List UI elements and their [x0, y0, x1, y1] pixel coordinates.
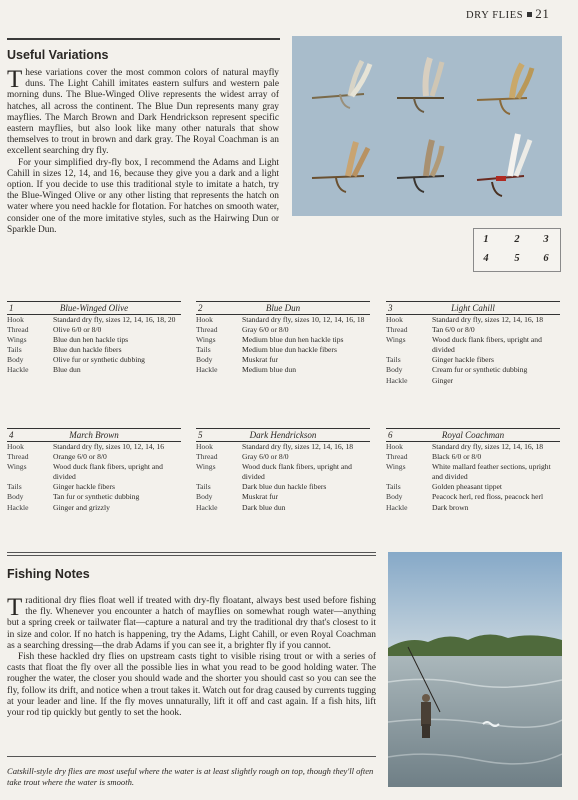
recipe-value: Orange 6/0 or 8/0 — [53, 452, 107, 462]
recipe-key: Wings — [7, 462, 27, 472]
pattern-number: 6 — [388, 430, 393, 440]
recipe-value: Blue dun — [53, 365, 81, 375]
recipe-value: Tan fur or synthetic dubbing — [53, 492, 140, 502]
photo-key-1: 1 — [483, 234, 489, 245]
recipe-key: Body — [196, 355, 213, 365]
fishing-para-2: Fish these hackled dry flies on upstream casts tight to visible rising trout or with a series of casts that float the fly over all the possible lies in what you read to be good holding water. The rougher the water, the closer you should wade and the shorter you should cast so you can see the fly, follow its drift, and notice when a trout takes it. Watch out for drag caused by currents tugging at your leader and line. If the fly moves unnaturally, lift it off and cast again. If a fish hits, lift your rod tip quickly but gently to set the hook. — [7, 652, 376, 719]
recipe-key: Hook — [7, 315, 24, 324]
recipe-value: Wood duck flank fibers, upright and divided — [53, 462, 163, 482]
recipe-key: Body — [386, 365, 403, 375]
section-rule — [7, 555, 376, 556]
recipe-key: Hook — [386, 442, 403, 451]
recipe-value: Dark blue dun hackle fibers — [242, 482, 327, 492]
recipe-value: Ginger hackle fibers — [432, 355, 494, 365]
recipe-key: Hackle — [196, 502, 218, 512]
recipe-key: Hook — [386, 315, 403, 324]
recipe-key: Hook — [196, 442, 213, 451]
caption-rule — [7, 756, 376, 757]
pattern-number: 5 — [198, 430, 203, 440]
photo-caption: Catskill-style dry flies are most useful where the water is at least slightly rough on top, though they'll often take trout where the water is smooth. — [7, 766, 374, 787]
photo-key-6: 6 — [543, 253, 549, 264]
recipe-value: Wood duck flank fibers, upright and divided — [432, 335, 542, 355]
fly-3-icon — [477, 64, 532, 114]
river-photo — [388, 552, 562, 787]
recipe-key: Tails — [386, 355, 401, 365]
pattern-name: Royal Coachman — [441, 430, 505, 440]
recipe-value: Gray 6/0 or 8/0 — [242, 452, 289, 462]
pattern-table-4 — [7, 428, 181, 513]
recipe-value: Ginger — [432, 375, 454, 385]
running-head — [466, 6, 570, 22]
recipe-key: Thread — [386, 452, 408, 462]
section-rule — [7, 552, 376, 553]
recipe-value: Standard dry fly, sizes 10, 12, 14, 16, 18 — [242, 315, 365, 324]
page-number: 21 — [535, 6, 550, 21]
section-rule — [7, 38, 280, 40]
recipe-key: Thread — [196, 325, 218, 335]
recipe-value: Golden pheasant tippet — [432, 482, 503, 492]
recipe-value: Medium blue dun hackle fibers — [242, 345, 337, 355]
recipe-value: Standard dry fly, sizes 12, 14, 16, 18, 20 — [53, 315, 176, 324]
fly-2-icon — [397, 58, 444, 112]
recipe-value: White mallard feather sections, upright and divided — [432, 462, 551, 482]
recipe-value: Dark blue dun — [242, 502, 286, 512]
recipe-key: Hackle — [7, 502, 29, 512]
recipe-key: Hackle — [386, 375, 408, 385]
useful-para-1: hese variations cover the most common colors of natural mayfly duns. The Light Cahill imitates eastern sulfurs and western pale morning duns. The Blue-Winged Olive represents the widest array of hatches, all across the continent. The Blue Dun represents many gray mayflies. The March Brown and Dark Hendrickson represent specific eastern mayflies, but also look like many other naturals that show themselves to trout in brown and dark gray. The Royal Coachman is an excellent searching dry fly. — [7, 68, 279, 157]
recipe-key: Hook — [7, 442, 24, 451]
pattern-name: Dark Hendrickson — [249, 430, 317, 440]
fly-6-icon — [477, 134, 530, 196]
pattern-name: Blue-Winged Olive — [59, 303, 129, 313]
recipe-key: Tails — [7, 345, 22, 355]
recipe-value: Standard dry fly, sizes 12, 14, 16, 18 — [432, 315, 544, 324]
recipe-value: Olive 6/0 or 8/0 — [53, 325, 102, 335]
recipe-value: Gray 6/0 or 8/0 — [242, 325, 289, 335]
recipe-key: Tails — [386, 482, 401, 492]
recipe-value: Ginger hackle fibers — [53, 482, 115, 492]
pattern-number: 3 — [388, 303, 393, 313]
recipe-value: Cream fur or synthetic dubbing — [432, 365, 528, 375]
dry-flies-illustration — [292, 36, 562, 216]
useful-variations-title: Useful Variations — [7, 48, 109, 62]
drop-cap: T — [7, 594, 23, 621]
recipe-key: Body — [7, 492, 24, 502]
fly-5-icon — [397, 140, 444, 192]
recipe-key: Body — [7, 355, 24, 365]
recipe-key: Hackle — [196, 365, 218, 375]
photo-key-2: 2 — [514, 234, 520, 245]
recipe-key: Tails — [7, 482, 22, 492]
recipe-key: Hook — [196, 315, 213, 324]
fishing-notes-text — [7, 596, 376, 719]
recipe-key: Hackle — [386, 502, 408, 512]
pattern-name: March Brown — [69, 430, 119, 440]
pattern-name: Blue Dun — [265, 303, 301, 313]
recipe-key: Thread — [7, 452, 29, 462]
recipe-key: Wings — [196, 335, 216, 345]
pattern-number: 4 — [9, 430, 14, 440]
recipe-value: Olive fur or synthetic dubbing — [53, 355, 145, 365]
useful-variations-text — [7, 68, 279, 236]
photo-key-grid — [473, 228, 561, 272]
recipe-key: Tails — [196, 482, 211, 492]
recipe-value: Tan 6/0 or 8/0 — [432, 325, 475, 335]
flies-photo — [292, 36, 562, 216]
pattern-table-1 — [7, 301, 181, 376]
recipe-value: Blue dun hackle fibers — [53, 345, 122, 355]
recipe-key: Thread — [196, 452, 218, 462]
recipe-key: Thread — [7, 325, 29, 335]
recipe-value: Ginger and grizzly — [53, 502, 110, 512]
photo-key-5: 5 — [514, 253, 520, 264]
fly-4-icon — [312, 142, 368, 192]
pattern-name: Light Cahill — [451, 303, 495, 313]
recipe-key: Wings — [386, 462, 406, 472]
drop-cap: T — [7, 66, 23, 93]
fishing-notes-title: Fishing Notes — [7, 567, 90, 581]
pattern-number: 2 — [198, 303, 203, 313]
recipe-value: Muskrat fur — [242, 492, 279, 502]
recipe-value: Standard dry fly, sizes 12, 14, 16, 18 — [432, 442, 544, 451]
running-title: DRY FLIES — [466, 10, 524, 21]
photo-key-4: 4 — [483, 253, 489, 264]
recipe-key: Body — [386, 492, 403, 502]
recipe-value: Muskrat fur — [242, 355, 279, 365]
fishing-para-1: raditional dry flies float well if treated with dry-fly floatant, always best used before fishing the fly. Whenever you encounter a hatch of mayflies on somewhat rough water—anything but a spring creek or tailwater flat—capture a natural and try the traditional dry that's closest to it in size and color. If no hatch is happening, try the Adams, Light Cahill, or even Royal Coachman as a searching dressing—the drab Adams if you can see it, a brighter fly if you cannot. — [7, 596, 376, 651]
pattern-table-2 — [196, 301, 370, 376]
pattern-number: 1 — [9, 303, 14, 313]
pattern-table-5 — [196, 428, 370, 513]
recipe-value: Dark brown — [432, 502, 469, 512]
angler-in-river-illustration — [388, 552, 562, 787]
recipe-value: Standard dry fly, sizes 10, 12, 14, 16 — [53, 442, 165, 451]
recipe-value: Medium blue dun hen hackle tips — [242, 335, 344, 345]
square-bullet-icon — [527, 12, 532, 17]
fly-1-icon — [312, 61, 370, 108]
useful-para-2: For your simplified dry-fly box, I recommend the Adams and Light Cahill in sizes 12, 14, and 16, because they give you a dark and a light option. If you decide to use this traditional style to imitate a hatch, try the Blue-Winged Olive or any other listing that represents the hatch on water where you need hackle for flotation. For hatches on smooth water, consider one of the more imitative styles, such as the Hairwing Dun or Sparkle Dun. — [7, 157, 279, 235]
recipe-value: Medium blue dun — [242, 365, 296, 375]
recipe-key: Thread — [386, 325, 408, 335]
pattern-table-6 — [386, 428, 560, 513]
recipe-value: Peacock herl, red floss, peacock herl — [432, 492, 544, 502]
recipe-key: Wings — [386, 335, 406, 345]
recipe-value: Standard dry fly, sizes 12, 14, 16, 18 — [242, 442, 354, 451]
recipe-key: Hackle — [7, 365, 29, 375]
recipe-key: Wings — [196, 462, 216, 472]
recipe-key: Body — [196, 492, 213, 502]
photo-key-3: 3 — [543, 234, 549, 245]
recipe-value: Blue dun hen hackle tips — [53, 335, 129, 345]
recipe-value: Black 6/0 or 8/0 — [432, 452, 482, 462]
recipe-key: Wings — [7, 335, 27, 345]
pattern-table-3 — [386, 301, 560, 386]
recipe-value: Wood duck flank fibers, upright and divided — [242, 462, 352, 482]
recipe-key: Tails — [196, 345, 211, 355]
